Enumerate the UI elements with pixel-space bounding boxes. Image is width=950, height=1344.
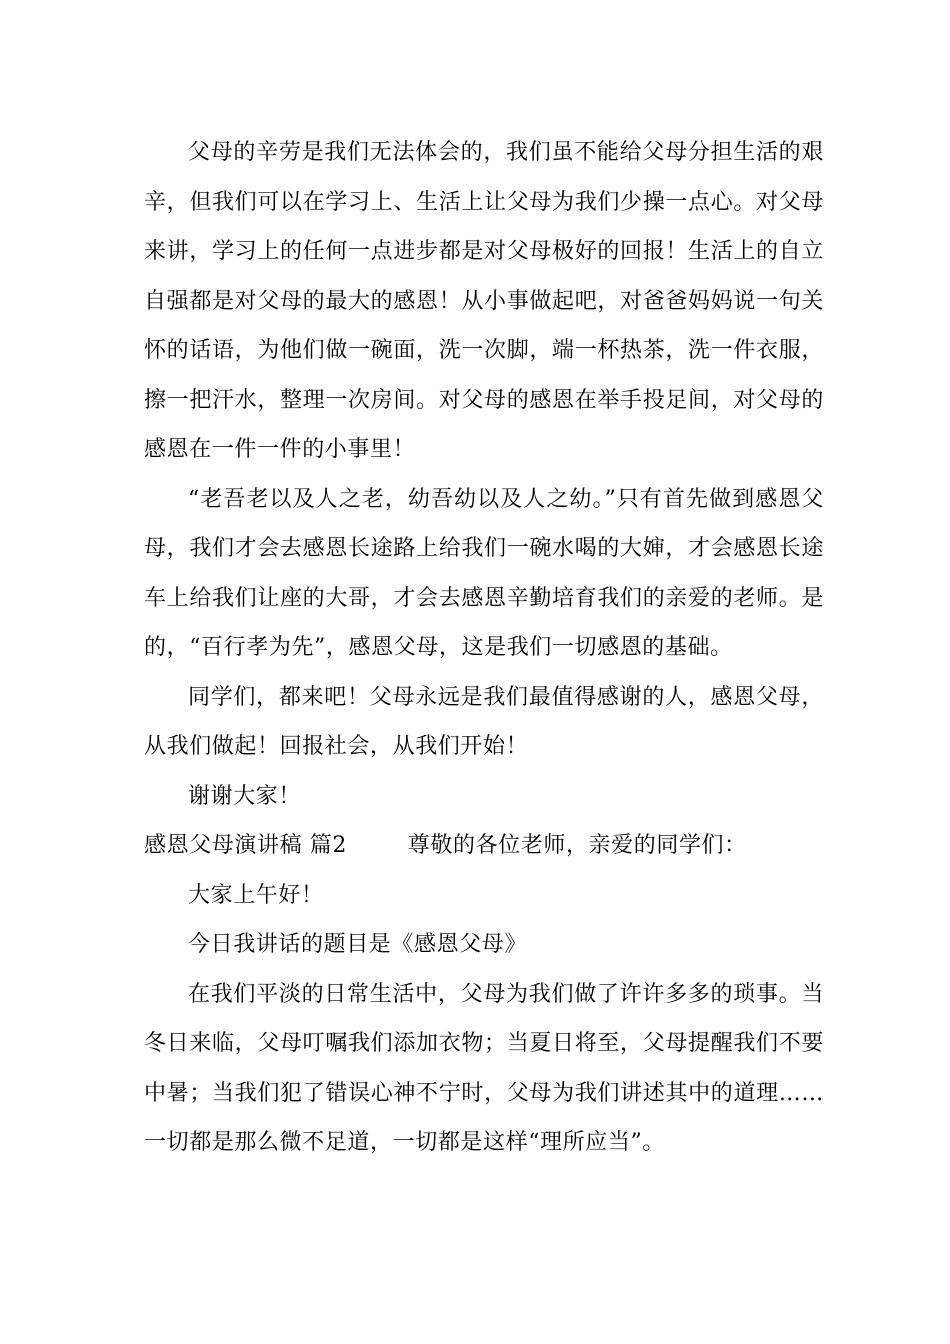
paragraph-3: 同学们，都来吧！父母永远是我们最值得感谢的人，感恩父母，从我们做起！回报社会，从我们开始！ [144,684,824,759]
section-title: 感恩父母演讲稿 篇2 [144,833,347,858]
section-heading-line [144,821,824,871]
document-body [144,128,824,1168]
paragraph-5: 大家上午好！ [188,882,324,908]
paragraph-1: 父母的辛劳是我们无法体会的，我们虽不能给父母分担生活的艰辛，但我们可以在学习上、生活上让父母为我们少操一点心。对父母来讲，学习上的任何一点进步都是对父母极好的回报！生活上的自立自强都是对父母的最大的感恩！从小事做起吧，对爸爸妈妈说一句关怀的话语，为他们做一碗面，洗一次脚，端一杯热茶，洗一件衣服，擦一把汗水，整理一次房间。对父母的感恩在举手投足间，对父母的感恩在一件一件的小事里！ [144,140,824,462]
salutation: 尊敬的各位老师，亲爱的同学们： [407,833,747,858]
paragraph-6: 今日我讲话的题目是《感恩父母》 [188,932,528,957]
paragraph-2: “老吾老以及人之老，幼吾幼以及人之幼。”只有首先做到感恩父母，我们才会去感恩长途路上给我们一碗水喝的大婶，才会感恩长途车上给我们让座的大哥，才会去感恩辛勤培育我们的亲爱的老师。是的，“百行孝为先”，感恩父母，这是我们一切感恩的基础。 [144,486,824,660]
paragraph-4: 谢谢大家！ [188,783,302,809]
paragraph-7: 在我们平淡的日常生活中，父母为我们做了许许多多的琐事。当冬日来临，父母叮嘱我们添加衣物；当夏日将至，父母提醒我们不要中暑；当我们犯了错误心神不宁时，父母为我们讲述其中的道理……一切都是那么微不足道，一切都是这样“理所应当”。 [144,981,824,1155]
